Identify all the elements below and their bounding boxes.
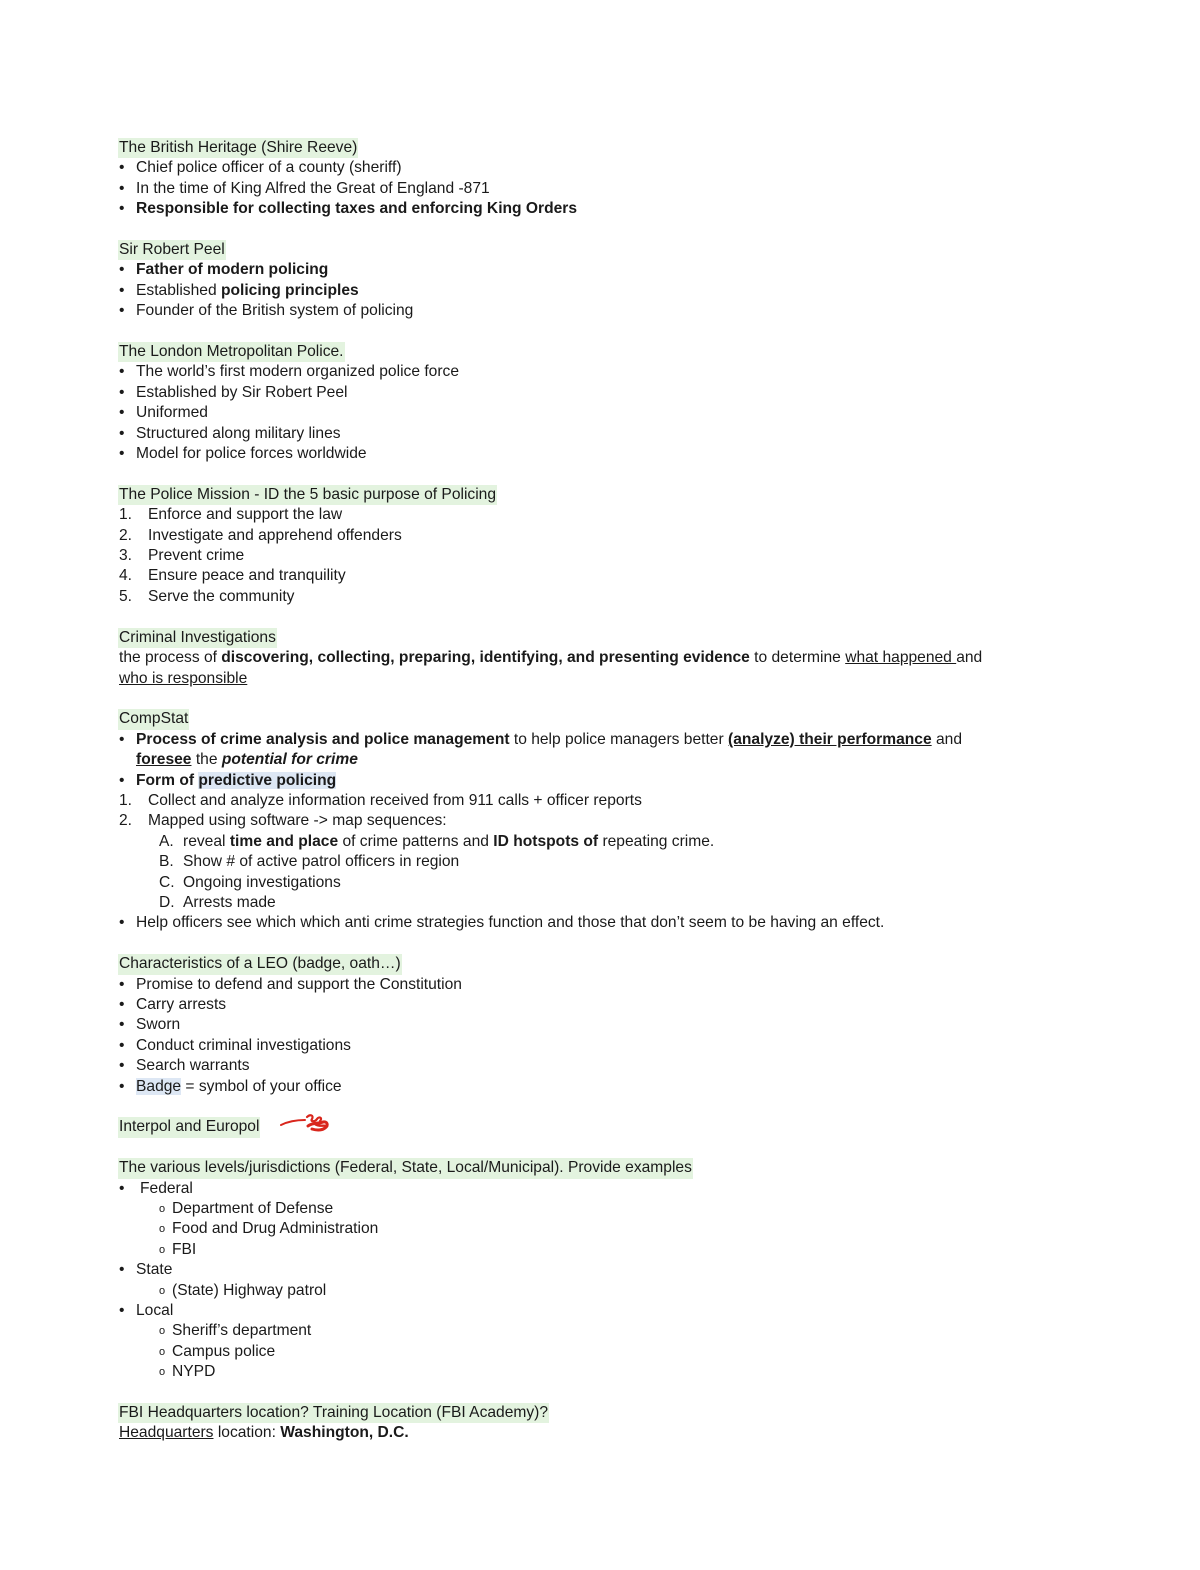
sub-list-item: o Campus police [119, 1342, 1079, 1362]
answer-line: Headquarters location: Washington, D.C. [119, 1424, 409, 1442]
list-item: • Founder of the British system of policing [119, 301, 1079, 321]
section-interpol-europol [119, 1117, 1079, 1137]
list-item: • Established policing principles [119, 281, 1079, 301]
section-heading: The British Heritage (Shire Reeve) [118, 138, 358, 158]
list-item: A. reveal time and place of crime patterns and ID hotspots of repeating crime. [159, 832, 715, 850]
sub-list-item: o NYPD [119, 1362, 1079, 1382]
list-item: • Sworn [119, 1015, 1079, 1035]
bullet-icon: • [119, 159, 125, 177]
highlighted-term: predictive policing [198, 771, 337, 789]
bullet-icon: • [119, 281, 125, 299]
sub-list-item: o (State) Highway patrol [119, 1281, 1079, 1301]
list-item: 4. Ensure peace and tranquility [119, 567, 346, 585]
circle-bullet-icon: o [159, 1345, 166, 1358]
list-item: • Local [119, 1301, 1079, 1321]
list-item: • Responsible for collecting taxes and enforcing King Orders [119, 199, 1079, 219]
list-item: • Carry arrests [119, 995, 1079, 1015]
list-item: D. Arrests made [159, 893, 276, 911]
bullet-icon: • [119, 771, 125, 789]
list-item: • In the time of King Alfred the Great of England -871 [119, 179, 1079, 199]
list-item: • Search warrants [119, 1056, 1079, 1076]
section-jurisdiction-levels [119, 1158, 1079, 1382]
list-item: • Promise to defend and support the Constitution [119, 975, 1079, 995]
bullet-icon: • [119, 1016, 125, 1034]
list-item: • Conduct criminal investigations [119, 1036, 1079, 1056]
list-item: C. Ongoing investigations [159, 873, 341, 891]
definition-line: the process of discovering, collecting, preparing, identifying, and presenting evidence to determine what happened and [119, 649, 983, 667]
bullet-icon: • [119, 1179, 125, 1197]
list-item: • Structured along military lines [119, 424, 1079, 444]
bullet-icon: • [119, 1036, 125, 1054]
section-compstat [119, 709, 1079, 933]
list-item: • Uniformed [119, 403, 1079, 423]
section-heading: Criminal Investigations [118, 628, 277, 648]
list-item: 5. Serve the community [119, 587, 295, 605]
bullet-icon: • [119, 730, 125, 748]
list-item: 2. Mapped using software -> map sequences: [119, 812, 447, 830]
list-item: • Established by Sir Robert Peel [119, 383, 1079, 403]
list-item: B. Show # of active patrol officers in region [159, 853, 460, 871]
list-item: 2. Investigate and apprehend offenders [119, 526, 402, 544]
section-police-mission [119, 485, 1079, 607]
sub-list-item: o FBI [119, 1240, 1079, 1260]
bullet-icon: • [119, 995, 125, 1013]
section-london-metropolitan-police [119, 342, 1079, 464]
section-heading: Sir Robert Peel [118, 240, 226, 260]
section-robert-peel [119, 240, 1079, 322]
section-heading: FBI Headquarters location? Training Location (FBI Academy)? [118, 1403, 549, 1423]
bullet-icon: • [119, 914, 125, 932]
sub-list-item: o Food and Drug Administration [119, 1219, 1079, 1239]
list-item: • Help officers see which which anti crime strategies function and those that don’t seem to be having an effect. [119, 913, 1079, 933]
list-item: 3. Prevent crime [119, 547, 245, 565]
circle-bullet-icon: o [159, 1284, 166, 1297]
bullet-icon: • [119, 404, 125, 422]
bullet-icon: • [119, 1261, 125, 1279]
bullet-icon: • [119, 261, 125, 279]
bullet-icon: • [119, 302, 125, 320]
list-item: • The world’s first modern organized police force [119, 362, 1079, 382]
list-item: • Process of crime analysis and police management to help police managers better (analyze) their performance and [119, 730, 1079, 750]
study-notes-page [119, 138, 1079, 1464]
section-fbi-locations [119, 1403, 1079, 1444]
bullet-icon: • [119, 1077, 125, 1095]
bullet-icon: • [119, 363, 125, 381]
list-item: • Model for police forces worldwide [119, 444, 1079, 464]
bullet-icon: • [119, 424, 125, 442]
list-item: • Father of modern policing [119, 260, 1079, 280]
definition-line: who is responsible [119, 669, 248, 687]
section-heading: The London Metropolitan Police. [118, 342, 345, 362]
bullet-icon: • [119, 1057, 125, 1075]
list-item: • Federal [119, 1179, 1079, 1199]
list-item: • State [119, 1260, 1079, 1280]
circle-bullet-icon: o [159, 1243, 166, 1256]
bullet-icon: • [119, 1302, 125, 1320]
section-heading: Interpol and Europol [118, 1117, 260, 1137]
highlighted-term: Badge [136, 1077, 182, 1095]
section-heading: The Police Mission - ID the 5 basic purpose of Policing [118, 485, 497, 505]
section-heading: CompStat [118, 709, 189, 729]
list-item: • Form of predictive policing [119, 771, 1079, 791]
list-item: • Badge = symbol of your office [119, 1077, 1079, 1097]
circle-bullet-icon: o [159, 1203, 166, 1215]
bullet-icon: • [119, 975, 125, 993]
section-british-heritage [119, 138, 1079, 220]
list-item: 1. Enforce and support the law [119, 506, 343, 524]
circle-bullet-icon: o [159, 1366, 166, 1379]
list-item-continuation: foresee the potential for crime [136, 751, 358, 769]
section-heading: Characteristics of a LEO (badge, oath…) [118, 954, 402, 974]
sub-list-item: o Sheriff’s department [119, 1321, 1079, 1341]
sub-list-item: o Department of Defense [119, 1199, 1079, 1219]
bullet-icon: • [119, 179, 125, 197]
circle-bullet-icon: o [159, 1325, 166, 1338]
section-criminal-investigations [119, 628, 1079, 689]
bullet-icon: • [119, 200, 125, 218]
bullet-icon: • [119, 445, 125, 463]
bullet-icon: • [119, 383, 125, 401]
list-item: 1. Collect and analyze information received from 911 calls + officer reports [119, 791, 642, 809]
red-scribble-icon [279, 1111, 335, 1135]
list-item: • Chief police officer of a county (sheriff) [119, 158, 1079, 178]
circle-bullet-icon: o [159, 1223, 166, 1236]
section-heading: The various levels/jurisdictions (Federal, State, Local/Municipal). Provide examples [118, 1158, 693, 1178]
section-leo-characteristics [119, 954, 1079, 1097]
